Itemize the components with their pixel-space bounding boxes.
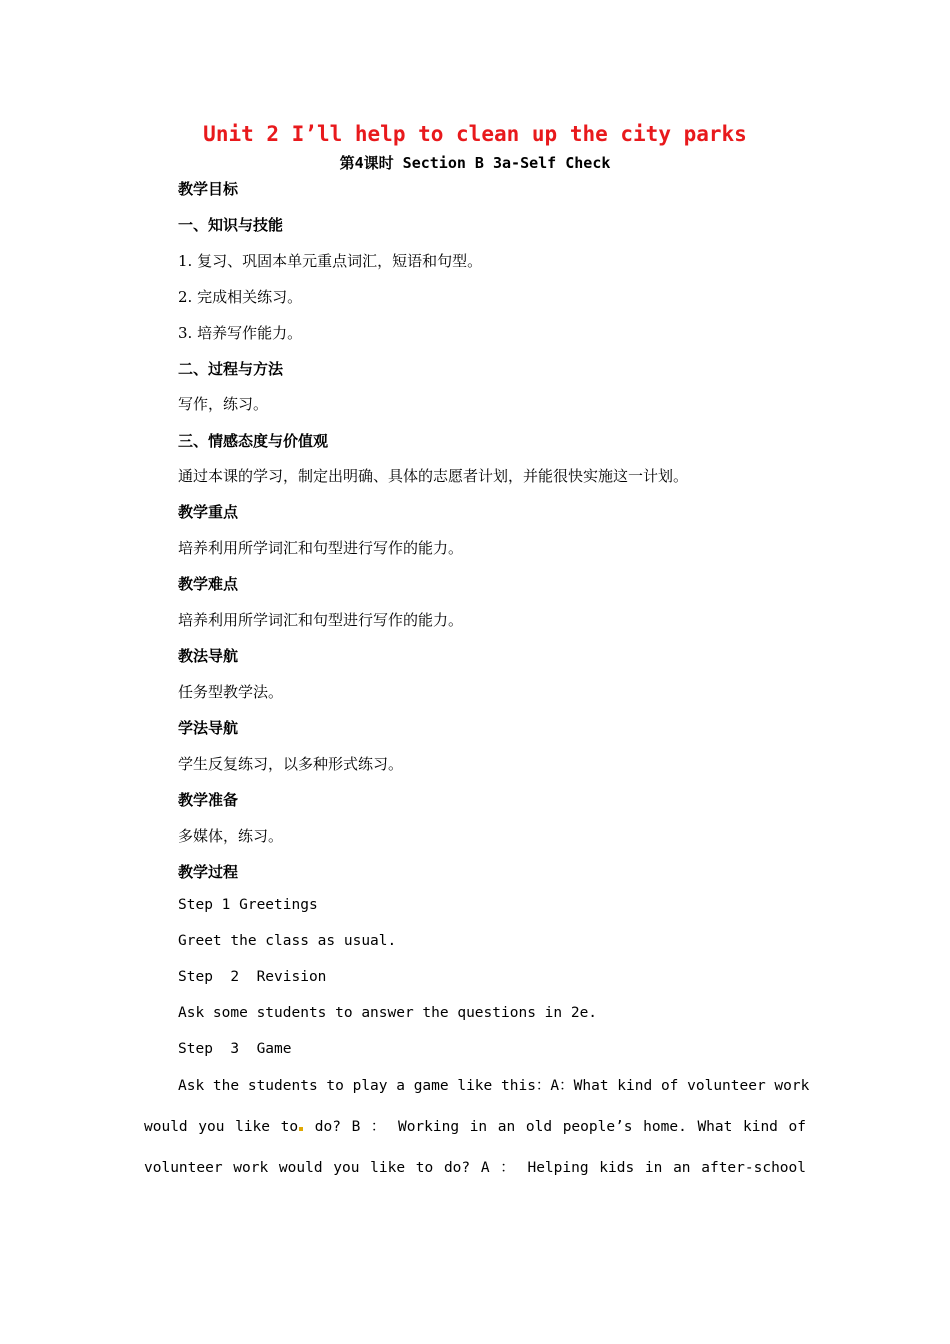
- step3-paragraph: [144, 1077, 810, 1200]
- learning-method-text: 学生反复练习，以多种形式练习。: [178, 755, 404, 773]
- teaching-method-text: 任务型教学法。: [178, 683, 284, 701]
- highlight-mark: [299, 1127, 303, 1131]
- process-heading: 二、过程与方法: [178, 360, 284, 378]
- knowledge-item: 1. 复习、巩固本单元重点词汇，短语和句型。: [178, 252, 483, 270]
- step2-text: Ask some students to answer the questions in 2e.: [178, 1005, 598, 1021]
- emotion-heading: 三、情感态度与价值观: [178, 432, 329, 450]
- knowledge-item: 2. 完成相关练习。: [178, 288, 303, 306]
- difficult-text: 培养利用所学词汇和句型进行写作的能力。: [178, 611, 464, 629]
- procedure-heading: 教学过程: [178, 863, 239, 881]
- step3-title: Step 3 Game: [178, 1041, 292, 1057]
- knowledge-heading: 一、知识与技能: [178, 216, 284, 234]
- paragraph-line: [144, 1118, 806, 1159]
- preparation-text: 多媒体，练习。: [178, 827, 284, 845]
- paragraph-line: Ask the students to play a game like this：A：What kind of volunteer work: [178, 1078, 810, 1094]
- teaching-method-heading: 教法导航: [178, 647, 239, 665]
- knowledge-item: 3. 培养写作能力。: [178, 324, 303, 342]
- step1-title: Step 1 Greetings: [178, 897, 318, 913]
- preparation-heading: 教学准备: [178, 791, 239, 809]
- document-subtitle: 第4课时 Section B 3a-Self Check: [339, 154, 611, 172]
- key-text: 培养利用所学词汇和句型进行写作的能力。: [178, 539, 464, 557]
- paragraph-segment: would you like to: [144, 1119, 299, 1135]
- step2-title: Step 2 Revision: [178, 969, 327, 985]
- process-text: 写作，练习。: [178, 395, 269, 413]
- document-title: Unit 2 I’ll help to clean up the city parks: [203, 122, 747, 146]
- paragraph-line: volunteer work would you like to do? A ： Helping kids in an after-school: [144, 1160, 806, 1176]
- difficult-heading: 教学难点: [178, 575, 239, 593]
- goals-heading: 教学目标: [178, 180, 239, 198]
- paragraph-segment: do? B ： Working in an old people’s home. What kind of: [314, 1119, 807, 1135]
- key-heading: 教学重点: [178, 503, 239, 521]
- learning-method-heading: 学法导航: [178, 719, 239, 737]
- step1-text: Greet the class as usual.: [178, 933, 397, 949]
- emotion-text: 通过本课的学习，制定出明确、具体的志愿者计划，并能很快实施这一计划。: [178, 467, 689, 485]
